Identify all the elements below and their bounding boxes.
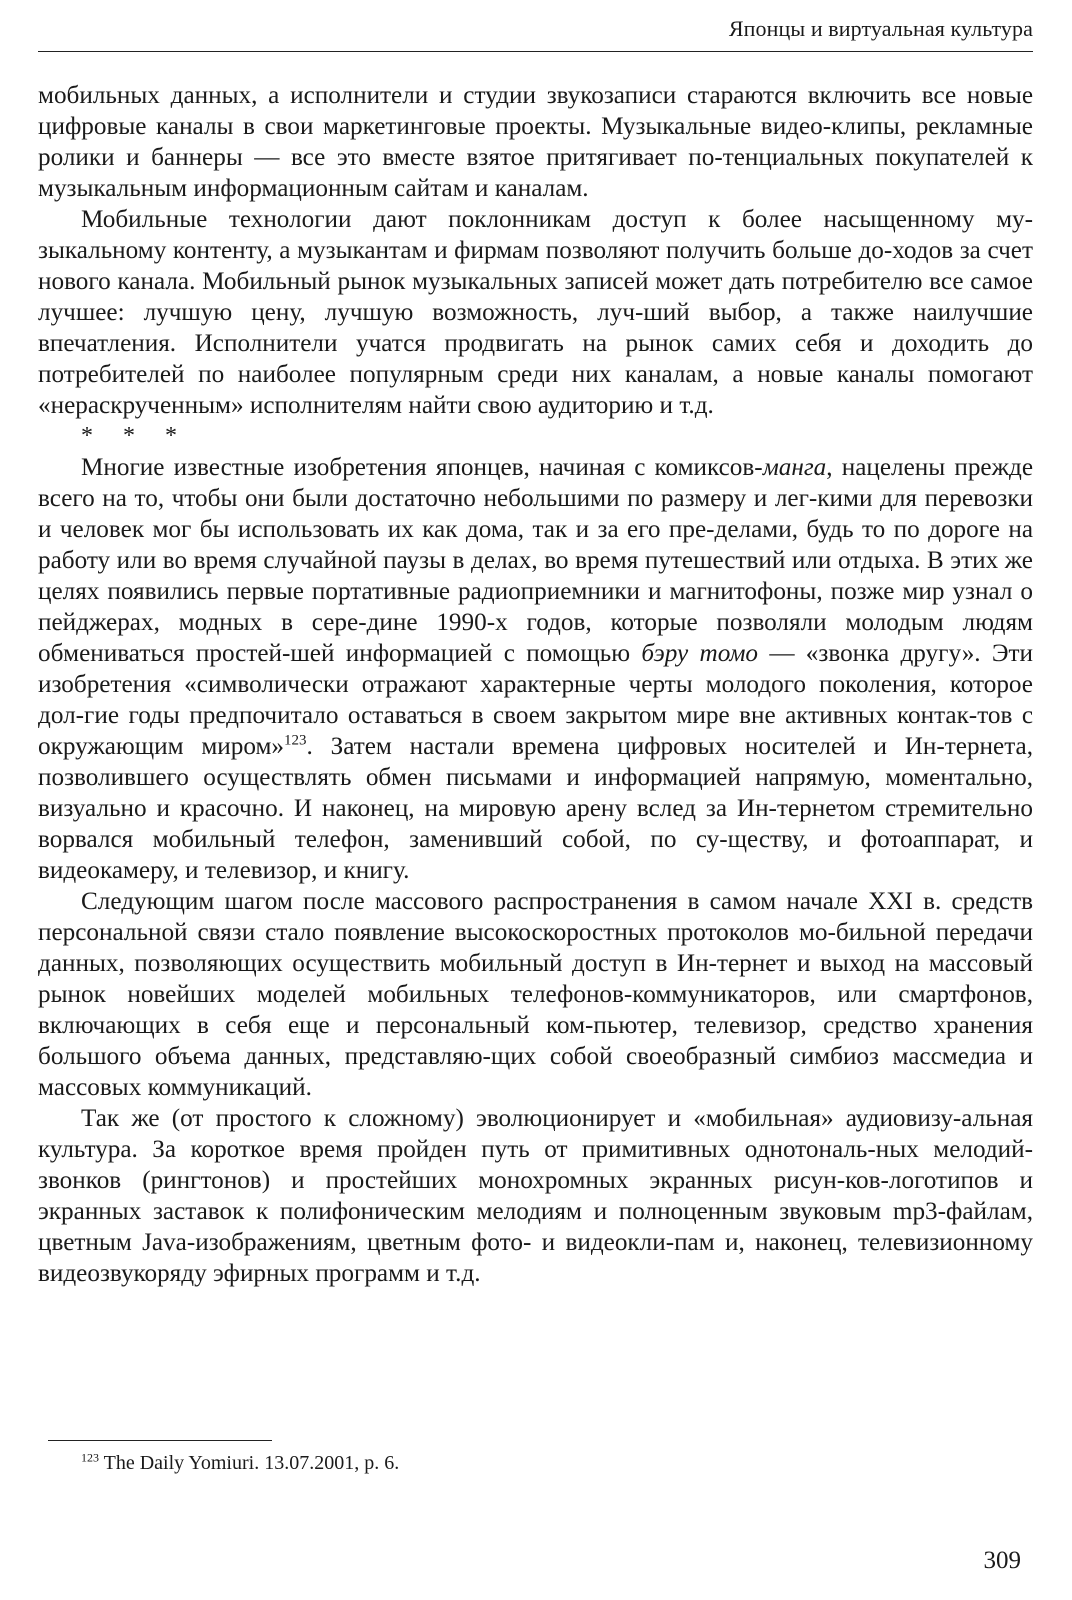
section-break: * * * [81,423,177,449]
paragraph-4: Следующим шагом после массового распространения в самом начале XXI в. средств персональной связи стало появление высокоскоростных протоколов мо-бильной передачи данных, позволяющих осуществить мобильный доступ в Ин-тернет и выход на массовый рынок новейших моделей мобильных телефонов-коммуникаторов, или смартфонов, включающих в себя еще и персональный ком-пьютер, телевизор, средство хранения большого объема данных, представляю-щих собой своеобразный симбиоз массмедиа и массовых коммуникаций. [38,888,1033,1101]
running-head: Японцы и виртуальная культура [728,16,1033,41]
footnote-number: 123 [81,1450,99,1465]
term-beru-tomo: бэру томо [641,640,759,667]
paragraph-3 [38,452,1033,886]
term-manga: манга [762,454,827,481]
paragraph-5: Так же (от простого к сложному) эволюционирует и «мобильная» аудиовизу-альная культура. За короткое время пройден путь от примитивных однотональ-ных мелодий-звонков (рингтонов) и простейших монохромных экранных рисун-ков-логотипов и экранных заставок к полифоническим мелодиям и полноценным звуковым mp3-файлам, цветным Java-изображениям, цветным фото- и видеокли-пам и, наконец, телевизионному видеозвукоряду эфирных программ и т.д. [38,1105,1033,1287]
paragraph-2: Мобильные технологии дают поклонникам доступ к более насыщенному му-зыкальному контенту, а музыкантам и фирмам позволяют получить больше до-ходов за счет нового канала. Мобильный рынок музыкальных записей может дать потребителю все самое лучшее: лучшую цену, лучшую возможность, луч-ший выбор, а также наилучшие впечатления. Исполнители учатся продвигать на рынок самих себя и доходить до потребителей по наиболее популярным среди них каналам, а новые каналы помогают «нераскрученным» исполнителям найти свою аудиторию и т.д. [38,206,1033,419]
page-number: 309 [983,1547,1021,1574]
header-rule [38,51,1033,52]
paragraph-3-text-d: . Затем настали времена цифровых носителей и Ин-тернета, позволившего осуществлять обмен письмами и информацией напрямую, моментально, визуально и красочно. И наконец, на мировую арену вслед за Ин-тернетом стремительно ворвался мобильный телефон, заменивший собой, по су-ществу, и фотоаппарат, и видеокамеру, и телевизор, и книгу. [38,733,1033,884]
footnote-reference: 123 [284,732,307,749]
book-page [38,0,1033,1600]
paragraph-3-text-a: Многие известные изобретения японцев, начиная с комиксов- [81,454,763,481]
footnote [81,1452,399,1475]
paragraph-3-text-b: , нацелены прежде всего на то, чтобы они были достаточно небольшими по размеру и лег-кими для перевозки и человек мог бы использовать их как дома, так и за его пре-делами, будь то по дороге на работу или во время случайной паузы в делах, во время путешествий или отдыха. В этих же целях появились первые портативные радиоприемники и магнитофоны, позже мир узнал о пейджерах, модных в сере-дине 1990-х годов, которые позволяли молодым людям обмениваться простей-шей информацией с помощью [38,454,1034,667]
footnote-rule [48,1440,272,1441]
footnote-text: The Daily Yomiuri. 13.07.2001, p. 6. [103,1452,400,1474]
body-text [38,80,1033,1289]
paragraph-1: мобильных данных, а исполнители и студии звукозаписи стараются включить все новые цифровые каналы в свои маркетинговые проекты. Музыкальные видео-клипы, рекламные ролики и баннеры — все это вместе взятое притягивает по-тенциальных покупателей к музыкальным информационным сайтам и каналам. [38,82,1033,202]
paragraph-3-text-c: — «звонка другу». Эти изобретения «символически отражают характерные черты молодого поколения, которое дол-гие годы предпочитало оставаться в своем закрытом мире вне активных контак-тов с окружающим миром» [38,640,1034,760]
